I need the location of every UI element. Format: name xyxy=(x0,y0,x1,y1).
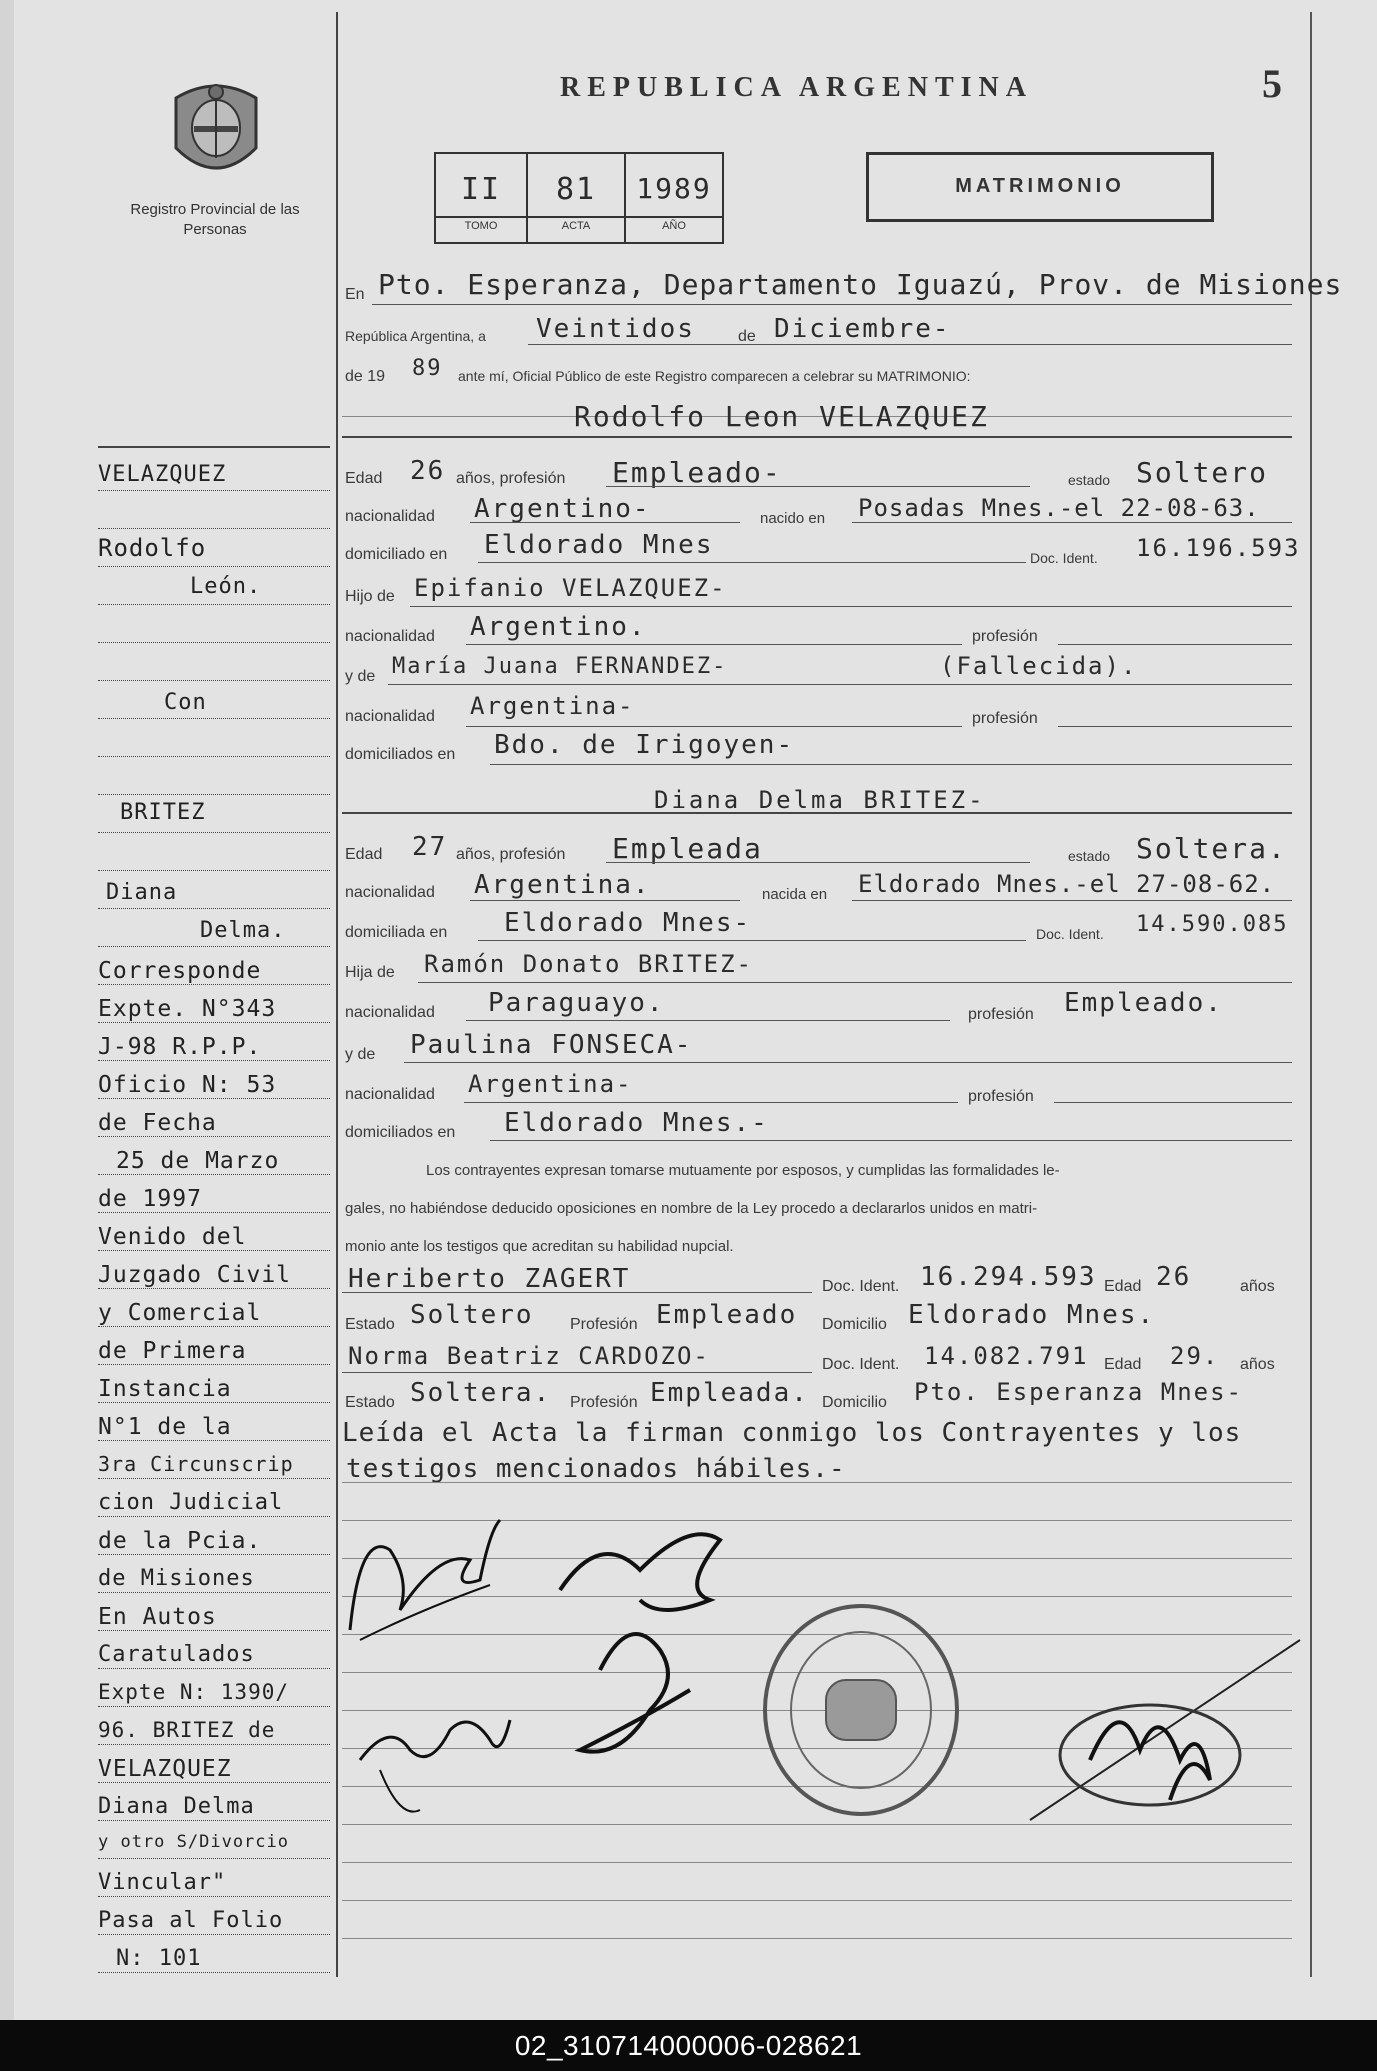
margin-divider xyxy=(336,12,338,1977)
groom-parents-dom-label: domiciliados en xyxy=(345,746,456,763)
bride-name: Diana Delma BRITEZ- xyxy=(654,786,986,814)
margin-note: de Primera xyxy=(98,1338,247,1364)
witness2-prof: Empleada. xyxy=(650,1378,809,1408)
margin-note: 3ra Circunscrip xyxy=(98,1452,294,1476)
groom-parents-domicile: Bdo. de Irigoyen- xyxy=(494,730,795,760)
witness1-name: Heriberto ZAGERT xyxy=(348,1264,631,1294)
margin-note: León. xyxy=(190,574,262,599)
signature-groom-icon xyxy=(330,1490,530,1650)
margin-note: Expte N: 1390/ xyxy=(98,1680,290,1704)
bride-parents-domicile: Eldorado Mnes.- xyxy=(504,1108,769,1138)
groom-doc-label: Doc. Ident. xyxy=(1030,550,1098,566)
acta-label: ACTA xyxy=(561,220,591,232)
groom-domicile: Eldorado Mnes xyxy=(484,530,714,560)
margin-note: de Misiones xyxy=(98,1566,255,1591)
witness1-edad-label: Edad xyxy=(1104,1278,1142,1295)
groom-father-nat: Argentino. xyxy=(470,612,647,642)
margin-note: Con xyxy=(164,690,207,715)
witness1-dom-label: Domicilio xyxy=(822,1316,887,1333)
margin-note: Diana xyxy=(106,880,178,905)
margin-note: Delma. xyxy=(200,918,286,943)
groom-mother-prof-label: profesión xyxy=(972,710,1038,727)
bride-father-prof: Empleado. xyxy=(1064,988,1223,1018)
margin-note: Venido del xyxy=(98,1224,247,1250)
margin-note: y Comercial xyxy=(98,1300,262,1326)
margin-note: Vincular" xyxy=(98,1870,227,1895)
bride-father-prof-label: profesión xyxy=(968,1006,1034,1023)
witness2-estado-label: Estado xyxy=(345,1394,395,1411)
record-type: MATRIMONIO xyxy=(955,175,1125,197)
witness2-name: Norma Beatriz CARDOZO- xyxy=(348,1342,710,1370)
margin-note: 96. BRITEZ de xyxy=(98,1718,276,1742)
ano-label: AÑO xyxy=(662,220,686,232)
groom-mother: María Juana FERNANDEZ- xyxy=(392,654,728,679)
margin-note: N°1 de la xyxy=(98,1414,232,1440)
margin-note: de la Pcia. xyxy=(98,1528,262,1554)
official-seal-icon xyxy=(756,1600,966,1820)
acta-value: 81 xyxy=(555,172,597,207)
groom-yde-label: y de xyxy=(345,668,376,685)
witness1-anos-label: años xyxy=(1240,1278,1275,1295)
margin-note: cion Judicial xyxy=(98,1490,284,1515)
intro-text: ante mí, Oficial Público de este Registro comparecen a celebrar su MATRIMONIO: xyxy=(458,368,971,384)
witness2-prof-label: Profesión xyxy=(570,1394,638,1411)
witness2-doc: 14.082.791 xyxy=(924,1342,1089,1370)
witness1-prof: Empleado xyxy=(656,1300,798,1330)
registry-name: Registro Provincial de las Personas xyxy=(130,201,300,238)
country-title: REPUBLICA ARGENTINA xyxy=(560,72,1033,103)
marriage-month: Diciembre- xyxy=(774,314,951,344)
groom-age: 26 xyxy=(410,456,446,486)
witness1-estado: Soltero xyxy=(410,1300,534,1330)
witness1-doc: 16.294.593 xyxy=(920,1262,1097,1292)
bride-estado: Soltera. xyxy=(1136,832,1287,865)
margin-note: Juzgado Civil xyxy=(98,1262,292,1288)
bride-profession: Empleada xyxy=(612,832,763,865)
marriage-day: Veintidos xyxy=(536,314,695,344)
bride-mother-nac-label: nacionalidad xyxy=(345,1086,435,1103)
republica-label: República Argentina, a xyxy=(345,328,486,344)
declaration-line-2: gales, no habiéndose deducido oposiciones en nombre de la Ley procedo a declararlos unidos en matri- xyxy=(345,1200,1038,1217)
margin-note: Expte. N°343 xyxy=(98,996,277,1022)
witness2-domicile: Pto. Esperanza Mnes- xyxy=(914,1378,1243,1406)
margin-note: 25 de Marzo xyxy=(116,1148,280,1174)
margin-note: Diana Delma xyxy=(98,1794,255,1819)
signature-bride-icon xyxy=(540,1510,740,1770)
page-number: 5 xyxy=(1262,61,1282,106)
margin-note: de Fecha xyxy=(98,1110,217,1136)
groom-nationality: Argentino- xyxy=(474,494,651,524)
declaration-line-1: Los contrayentes expresan tomarse mutuamente por esposos, y cumplidas las formalidades le- xyxy=(426,1162,1060,1179)
groom-estado: Soltero xyxy=(1136,456,1269,489)
groom-mother-note: (Fallecida). xyxy=(940,652,1138,680)
groom-edad-label: Edad xyxy=(345,470,383,487)
groom-mother-nat: Argentina- xyxy=(470,692,635,720)
witness2-estado: Soltera. xyxy=(410,1378,552,1408)
tomo-label: TOMO xyxy=(464,220,498,232)
bride-mother-nat: Argentina- xyxy=(468,1070,633,1098)
groom-name: Rodolfo Leon VELAZQUEZ xyxy=(574,400,989,433)
bride-mother-prof-label: profesión xyxy=(968,1088,1034,1105)
groom-estado-label: estado xyxy=(1068,472,1111,488)
closing-line-2: testigos mencionados hábiles.- xyxy=(346,1454,846,1484)
bride-mother: Paulina FONSECA- xyxy=(410,1030,693,1060)
record-type-box xyxy=(866,152,1214,222)
groom-dom-label: domiciliado en xyxy=(345,546,448,563)
marriage-place: Pto. Esperanza, Departamento Iguazú, Prov. de Misiones xyxy=(378,268,1343,301)
groom-profesion-label: años, profesión xyxy=(456,470,566,487)
bride-yde-label: y de xyxy=(345,1046,376,1063)
tomo-value: II xyxy=(460,172,502,207)
groom-mother-nac-label: nacionalidad xyxy=(345,708,435,725)
witness1-doc-label: Doc. Ident. xyxy=(822,1278,900,1295)
margin-note: VELAZQUEZ xyxy=(98,1756,232,1782)
groom-profession: Empleado- xyxy=(612,456,782,489)
groom-birth: Posadas Mnes.-el 22-08-63. xyxy=(858,494,1260,522)
signature-officer-icon xyxy=(1010,1610,1310,1830)
image-caption: 02_310714000006-028621 xyxy=(0,2020,1377,2071)
bride-hija-label: Hija de xyxy=(345,964,395,981)
en-label: En xyxy=(345,286,365,303)
witness2-edad-label: Edad xyxy=(1104,1356,1142,1373)
witness2-anos-label: años xyxy=(1240,1356,1275,1373)
witness1-age: 26 xyxy=(1156,1262,1192,1292)
bride-doc-label: Doc. Ident. xyxy=(1036,926,1104,942)
bride-estado-label: estado xyxy=(1068,848,1111,864)
bride-profesion-label: años, profesión xyxy=(456,846,566,863)
coat-of-arms-icon xyxy=(168,78,264,186)
bride-father-nat: Paraguayo. xyxy=(488,988,665,1018)
margin-note: Instancia xyxy=(98,1376,232,1402)
closing-line-1: Leída el Acta la firman conmigo los Contrayentes y los xyxy=(342,1418,1242,1448)
bride-nac-label: nacionalidad xyxy=(345,884,435,901)
margin-note: N: 101 xyxy=(116,1946,202,1971)
groom-father-nac-label: nacionalidad xyxy=(345,628,435,645)
bride-domicile: Eldorado Mnes- xyxy=(504,908,752,938)
margin-note: J-98 R.P.P. xyxy=(98,1034,262,1060)
witness1-domicile: Eldorado Mnes. xyxy=(908,1300,1156,1330)
marriage-year: 89 xyxy=(412,356,443,381)
margin-note: BRITEZ xyxy=(120,800,206,825)
margin-note: Corresponde xyxy=(98,958,262,984)
margin-note: VELAZQUEZ xyxy=(98,462,227,487)
margin-note: Caratulados xyxy=(98,1642,255,1667)
ano-value: 1989 xyxy=(636,172,712,205)
margin-note: Rodolfo xyxy=(98,534,207,562)
groom-nacido-label: nacido en xyxy=(760,510,826,527)
de-label: de xyxy=(738,328,756,345)
witness2-doc-label: Doc. Ident. xyxy=(822,1356,900,1373)
groom-nac-label: nacionalidad xyxy=(345,508,435,525)
bride-birth: Eldorado Mnes.-el 27-08-62. xyxy=(858,870,1276,898)
margin-note: de 1997 xyxy=(98,1186,202,1212)
witness2-age: 29. xyxy=(1170,1342,1220,1370)
bride-edad-label: Edad xyxy=(345,846,383,863)
record-number-box xyxy=(434,152,724,244)
groom-father: Epifanio VELAZQUEZ- xyxy=(414,574,727,602)
bride-nacida-label: nacida en xyxy=(762,886,828,903)
year-prefix: de 19 xyxy=(345,368,386,385)
declaration-line-3: monio ante los testigos que acreditan su habilidad nupcial. xyxy=(345,1238,734,1255)
groom-father-prof-label: profesión xyxy=(972,628,1038,645)
bride-doc: 14.590.085 xyxy=(1136,912,1289,937)
witness2-dom-label: Domicilio xyxy=(822,1394,887,1411)
groom-doc: 16.196.593 xyxy=(1136,534,1301,562)
bride-age: 27 xyxy=(412,832,448,862)
margin-note: En Autos xyxy=(98,1604,217,1630)
bride-nationality: Argentina. xyxy=(474,870,651,900)
bride-father-nac-label: nacionalidad xyxy=(345,1004,435,1021)
witness1-prof-label: Profesión xyxy=(570,1316,638,1333)
right-border xyxy=(1310,12,1312,1977)
margin-note: y otro S/Divorcio xyxy=(98,1832,289,1852)
groom-hijo-label: Hijo de xyxy=(345,588,395,605)
margin-note: Pasa al Folio xyxy=(98,1908,284,1933)
bride-dom-label: domiciliada en xyxy=(345,924,448,941)
bride-parents-dom-label: domiciliados en xyxy=(345,1124,456,1141)
witness1-estado-label: Estado xyxy=(345,1316,395,1333)
signature-witness-icon xyxy=(350,1680,520,1830)
margin-note: Oficio N: 53 xyxy=(98,1072,277,1098)
bride-father: Ramón Donato BRITEZ- xyxy=(424,950,753,978)
